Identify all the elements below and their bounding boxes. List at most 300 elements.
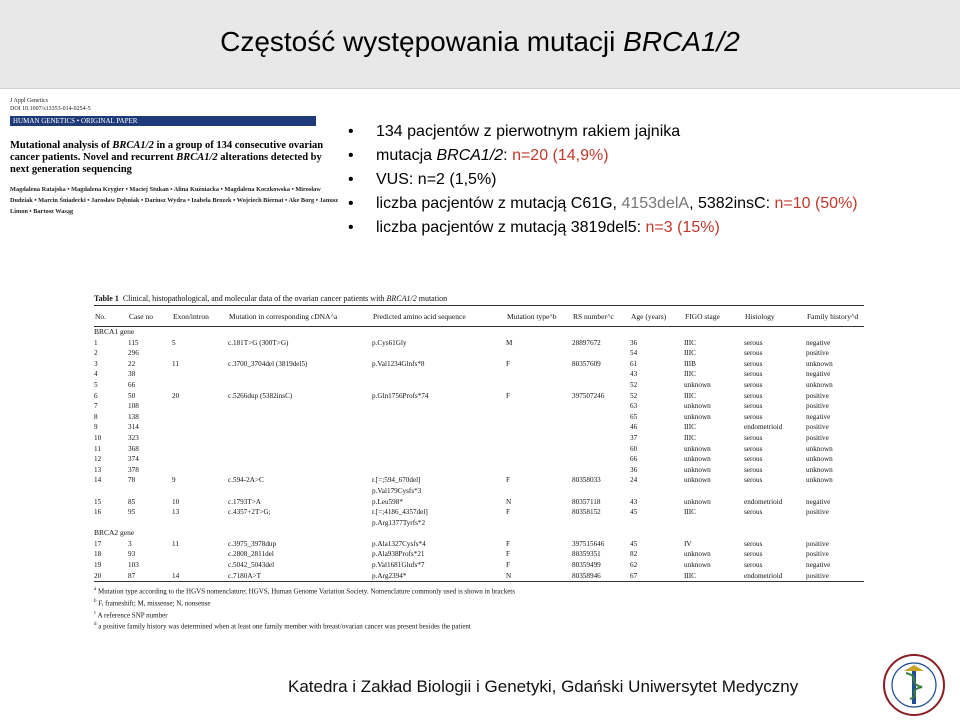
table-cell: unknown	[684, 402, 711, 411]
table-cell	[572, 412, 630, 423]
title-bar	[0, 0, 960, 89]
table-cell: 5	[94, 380, 98, 389]
paper-header	[10, 97, 340, 217]
table-cell: endometrioid	[744, 571, 806, 582]
table-cell	[506, 422, 572, 433]
table-cell	[228, 369, 372, 380]
table-column-header: Exon/intron	[172, 306, 228, 327]
table-cell: unknown	[684, 561, 711, 570]
table-cell: 103	[128, 561, 139, 570]
table-cell	[572, 465, 630, 476]
table-cell: positive	[806, 402, 829, 411]
table-cell: 66	[128, 380, 136, 389]
table-cell: unknown	[806, 380, 833, 389]
table-cell: c.7180A>T	[228, 571, 372, 582]
table-cell: 378	[128, 465, 139, 474]
table-cell: 8	[94, 412, 98, 421]
table-cell	[572, 486, 630, 497]
table-cell: 7	[94, 402, 98, 411]
table-cell: 5	[172, 338, 176, 347]
table-cell: 52	[630, 380, 638, 389]
bullet-item: • mutacja BRCA1/2: n=20 (14,9%)	[348, 144, 948, 168]
table-cell: 36	[630, 338, 638, 347]
table-cell: endometrioid	[744, 423, 783, 432]
table-cell: 37	[630, 433, 638, 442]
table-cell	[684, 486, 744, 497]
table-cell	[94, 518, 128, 529]
table-cell	[228, 380, 372, 391]
table-footnotes	[94, 585, 864, 632]
table-cell: 60	[630, 444, 638, 453]
table-cell	[172, 380, 228, 391]
table-cell: 14	[94, 476, 102, 485]
table-cell: serous	[744, 455, 763, 464]
table-cell: 15	[94, 497, 102, 506]
table-cell: 62	[630, 561, 638, 570]
table-cell: 45	[630, 539, 638, 548]
table-cell: serous	[744, 433, 763, 442]
table-cell: unknown	[806, 444, 833, 453]
table-cell: 13	[94, 465, 102, 474]
table-cell	[172, 560, 228, 571]
table-cell: r.[=;594_670del]	[372, 476, 421, 485]
mutation-table-block	[94, 293, 864, 632]
table-row	[94, 391, 864, 402]
table-cell: unknown	[684, 476, 711, 485]
table-cell	[372, 454, 506, 465]
table-cell: serous	[744, 359, 763, 368]
table-cell: unknown	[806, 359, 833, 368]
table-column-header: Case no	[128, 306, 172, 327]
mutation-table	[94, 305, 864, 582]
table-cell: 14	[172, 571, 228, 582]
table-cell: IV	[684, 539, 692, 548]
table-cell: serous	[744, 444, 763, 453]
table-cell: F	[506, 476, 510, 485]
table-cell: IIIC	[684, 370, 696, 379]
table-cell: 93	[128, 550, 136, 559]
table-cell	[128, 518, 172, 529]
table-cell: IIIC	[684, 508, 696, 517]
table-cell: serous	[744, 391, 763, 400]
table-cell: c.5042_5043del	[228, 561, 275, 570]
table-cell	[94, 486, 128, 497]
table-group-row	[94, 327, 864, 338]
table-cell: 10	[94, 433, 102, 442]
table-cell: p.Val179Cysfs*3	[372, 486, 422, 495]
table-cell	[172, 444, 228, 455]
table-cell	[128, 486, 172, 497]
table-cell: 397515646	[572, 539, 605, 548]
table-cell	[228, 444, 372, 455]
table-row	[94, 412, 864, 423]
table-cell: 80358152	[572, 508, 601, 517]
table-cell: 115	[128, 338, 139, 347]
table-cell: serous	[744, 370, 763, 379]
table-cell: positive	[806, 433, 829, 442]
table-cell: r.[=;4186_4357del]	[372, 508, 428, 517]
table-cell	[684, 518, 744, 529]
table-cell: 20	[172, 391, 180, 400]
table-cell	[172, 549, 228, 560]
table-cell: positive	[806, 508, 829, 517]
table-cell: 50	[128, 391, 136, 400]
table-cell	[744, 518, 806, 529]
table-cell	[172, 422, 228, 433]
table-cell: serous	[744, 349, 763, 358]
table-cell	[372, 401, 506, 412]
table-cell: 95	[128, 508, 136, 517]
table-cell: p.Ala938Profs*21	[372, 550, 425, 559]
table-cell	[172, 486, 228, 497]
table-cell: F	[506, 550, 510, 559]
table-cell: serous	[744, 561, 763, 570]
table-cell: IIIC	[684, 338, 696, 347]
table-cell: 3	[94, 359, 98, 368]
table-cell: 80359351	[572, 550, 601, 559]
table-cell	[228, 465, 372, 476]
table-cell: 17	[94, 539, 102, 548]
table-cell: 67	[630, 571, 684, 582]
table-cell: 63	[630, 402, 638, 411]
table-cell: positive	[806, 571, 864, 582]
table-cell: 314	[128, 423, 139, 432]
table-cell	[228, 422, 372, 433]
table-row	[94, 549, 864, 560]
table-cell: 16	[94, 508, 102, 517]
table-cell	[172, 433, 228, 444]
table-cell: serous	[744, 539, 763, 548]
table-cell: 78	[128, 476, 136, 485]
table-row	[94, 454, 864, 465]
table-cell: 323	[128, 433, 139, 442]
table-column-header: RS number^c	[572, 306, 630, 327]
bullet-item: • VUS: n=2 (1,5%)	[348, 168, 948, 192]
footnote	[94, 620, 864, 632]
table-cell: F	[506, 359, 510, 368]
footnote-text: a positive family history was determined when at least one family member with breast/ovarian cancer was present besides the patient	[98, 622, 471, 631]
table-cell	[228, 348, 372, 359]
table-row	[94, 539, 864, 550]
table-cell	[372, 380, 506, 391]
table-row	[94, 401, 864, 412]
table-cell: p.Leu598*	[372, 497, 403, 506]
table-cell: unknown	[684, 497, 711, 506]
table-cell: N	[506, 497, 512, 506]
footnote-marker: a	[94, 587, 97, 593]
bullet-list	[348, 120, 948, 240]
table-cell	[806, 486, 864, 497]
table-cell: 11	[172, 359, 179, 368]
table-column-header: Predicted amino acid sequence	[372, 306, 506, 327]
table-cell: negative	[806, 412, 831, 421]
table-cell: 43	[630, 497, 638, 506]
table-cell	[506, 369, 572, 380]
table-cell	[228, 486, 372, 497]
table-row	[94, 444, 864, 455]
table-cell: serous	[744, 412, 763, 421]
table-cell	[372, 369, 506, 380]
table-row	[94, 475, 864, 486]
table-row	[94, 518, 864, 529]
table-cell	[572, 444, 630, 455]
table-header-row	[94, 306, 864, 327]
table-cell: serous	[744, 476, 763, 485]
table-cell: unknown	[684, 550, 711, 559]
table-cell: p.Cys61Gly	[372, 338, 407, 347]
table-cell: N	[506, 571, 572, 582]
table-cell: p.Gln1756Profs*74	[372, 391, 429, 400]
table-cell	[228, 412, 372, 423]
table-cell	[172, 369, 228, 380]
gene-group-label: BRCA1 gene	[94, 327, 135, 336]
table-cell: 374	[128, 455, 139, 464]
table-cell: 4	[94, 370, 98, 379]
table-cell	[172, 348, 228, 359]
table-cell	[372, 412, 506, 423]
table-cell: 6	[94, 391, 98, 400]
table-cell: p.Arg1377Tyrfs*2	[372, 518, 426, 527]
table-cell	[572, 348, 630, 359]
table-cell	[630, 518, 684, 529]
table-cell: F	[506, 561, 510, 570]
table-cell: serous	[744, 550, 763, 559]
table-cell: positive	[806, 423, 829, 432]
table-row	[94, 348, 864, 359]
footnote-marker: b	[94, 598, 97, 604]
table-cell: 1	[94, 338, 98, 347]
footnote	[94, 585, 864, 597]
university-logo-icon	[880, 653, 948, 717]
table-cell: IIIC	[684, 349, 696, 358]
table-cell	[572, 433, 630, 444]
table-cell: 3	[128, 539, 132, 548]
footnote-text: A reference SNP number	[97, 610, 168, 619]
table-cell: 9	[94, 423, 98, 432]
table-body	[94, 327, 864, 582]
table-row	[94, 422, 864, 433]
table-group-row	[94, 528, 864, 539]
doi: DOI 10.1007/s13353-014-0254-5	[10, 106, 91, 112]
table-cell	[372, 433, 506, 444]
table-cell: 45	[630, 508, 638, 517]
table-cell	[172, 465, 228, 476]
table-cell	[572, 401, 630, 412]
table-column-header: No.	[94, 306, 128, 327]
table-column-header: Mutation type^b	[506, 306, 572, 327]
table-cell: IIIC	[684, 433, 696, 442]
table-cell: positive	[806, 349, 829, 358]
table-cell	[172, 518, 228, 529]
journal-name: J Appl Genetics	[10, 98, 48, 104]
table-cell: F	[506, 539, 510, 548]
table-cell	[228, 518, 372, 529]
table-cell: unknown	[684, 455, 711, 464]
table-cell	[506, 380, 572, 391]
table-row	[94, 338, 864, 349]
table-cell	[506, 412, 572, 423]
table-cell	[572, 422, 630, 433]
table-cell: 65	[630, 412, 638, 421]
table-cell: IIIB	[684, 359, 696, 368]
table-cell: 28897672	[572, 338, 601, 347]
table-cell: 54	[630, 349, 638, 358]
table-cell: unknown	[806, 465, 833, 474]
table-column-header: Family history^d	[806, 306, 864, 327]
table-cell: p.Ala1327Cysfs*4	[372, 539, 426, 548]
table-cell	[572, 380, 630, 391]
footnote	[94, 609, 864, 621]
table-cell	[228, 454, 372, 465]
table-cell: endometrioid	[744, 497, 783, 506]
table-cell: 22	[128, 359, 136, 368]
table-cell	[506, 348, 572, 359]
table-cell	[806, 518, 864, 529]
table-cell: 397507246	[572, 391, 605, 400]
table-cell	[172, 454, 228, 465]
table-cell: 46	[630, 423, 638, 432]
table-cell: p.Arg2394*	[372, 571, 506, 582]
table-cell: 52	[630, 391, 638, 400]
table-cell: negative	[806, 370, 831, 379]
table-cell	[506, 401, 572, 412]
table-cell: negative	[806, 497, 831, 506]
slide-title: Częstość występowania mutacji BRCA1/2	[220, 26, 740, 57]
table-cell: 24	[630, 476, 638, 485]
table-caption: Table 1 Clinical, histopathological, and molecular data of the ovarian cancer patients with BRCA1/2 mutation	[94, 294, 448, 303]
footnote	[94, 597, 864, 609]
table-cell	[572, 454, 630, 465]
table-cell: serous	[744, 338, 763, 347]
section-bar: HUMAN GENETICS • ORIGINAL PAPER	[10, 116, 316, 126]
table-cell: F	[506, 508, 510, 517]
table-cell	[228, 401, 372, 412]
table-row	[94, 507, 864, 518]
table-cell: 13	[172, 508, 180, 517]
table-cell	[172, 412, 228, 423]
paper-title: Mutational analysis of BRCA1/2 in a group of 134 consecutive ovarian cancer patients. Novel and recurrent BRCA1/2 alterations detected by next generation sequencing	[10, 140, 324, 175]
table-cell: 11	[172, 539, 179, 548]
table-row	[94, 359, 864, 370]
table-cell: 36	[630, 465, 638, 474]
table-cell	[744, 486, 806, 497]
table-cell: unknown	[806, 476, 833, 485]
table-cell: c.594-2A>C	[228, 476, 264, 485]
table-row	[94, 369, 864, 380]
table-cell: 80357609	[572, 359, 601, 368]
table-row	[94, 465, 864, 476]
table-cell: 82	[630, 550, 638, 559]
table-column-header: Mutation in corresponding cDNA^a	[228, 306, 372, 327]
table-cell: 80357118	[572, 497, 601, 506]
table-row	[94, 486, 864, 497]
table-cell: 43	[630, 370, 638, 379]
footnote-marker: c	[94, 610, 97, 616]
table-cell: 38	[128, 370, 136, 379]
table-cell: IIIC	[684, 571, 744, 582]
table-cell: 2	[94, 349, 98, 358]
table-cell: unknown	[684, 412, 711, 421]
table-cell: positive	[806, 550, 829, 559]
bullet-item: • liczba pacjentów z mutacją C61G, 4153delA, 5382insC: n=10 (50%)	[348, 192, 948, 216]
table-cell: M	[506, 338, 513, 347]
table-cell: 80358946	[572, 571, 630, 582]
table-cell	[506, 518, 572, 529]
table-cell: 85	[128, 497, 136, 506]
table-cell: c.1793T>A	[228, 497, 261, 506]
table-cell: 138	[128, 412, 139, 421]
table-cell: 9	[172, 476, 176, 485]
table-column-header: FIGO stage	[684, 306, 744, 327]
table-cell: unknown	[684, 444, 711, 453]
footnote-text: Mutation type according to the HGVS nomenclature; HGVS, Human Genome Variation Society. Nomenclature commonly used is shown in brackets	[97, 587, 515, 596]
table-row	[94, 433, 864, 444]
table-cell: unknown	[806, 455, 833, 464]
bullet-item: • 134 pacjentów z pierwotnym rakiem jajnika	[348, 120, 948, 144]
table-cell: c.2808_2811del	[228, 550, 274, 559]
table-cell: 10	[172, 497, 180, 506]
table-cell: 296	[128, 349, 139, 358]
table-cell: IIIC	[684, 423, 696, 432]
footnote-marker: d	[94, 622, 97, 628]
bullet-item: • liczba pacjentów z mutacją 3819del5: n=3 (15%)	[348, 216, 948, 240]
table-cell: unknown	[684, 465, 711, 474]
table-cell	[572, 369, 630, 380]
table-cell: serous	[744, 508, 763, 517]
table-cell: positive	[806, 539, 829, 548]
table-cell	[506, 465, 572, 476]
table-cell	[506, 486, 572, 497]
table-cell: 18	[94, 550, 102, 559]
table-cell: serous	[744, 402, 763, 411]
table-cell: positive	[806, 391, 829, 400]
table-cell: p.Val1234Glnfs*8	[372, 359, 425, 368]
table-row	[94, 497, 864, 508]
table-cell: negative	[806, 561, 831, 570]
table-cell: 12	[94, 455, 102, 464]
table-row	[94, 380, 864, 391]
table-cell	[506, 454, 572, 465]
table-cell	[372, 465, 506, 476]
table-cell	[506, 444, 572, 455]
table-cell	[172, 401, 228, 412]
table-cell: c.3700_3704del (3819del5)	[228, 359, 308, 368]
table-cell	[630, 486, 684, 497]
table-cell	[372, 422, 506, 433]
table-cell: 61	[630, 359, 638, 368]
table-cell: c.181T>G (300T>G)	[228, 338, 289, 347]
table-cell	[372, 348, 506, 359]
table-cell	[572, 518, 630, 529]
table-cell: serous	[744, 380, 763, 389]
table-cell: 368	[128, 444, 139, 453]
table-cell	[506, 433, 572, 444]
table-cell: c.3975_3978dup	[228, 539, 277, 548]
table-cell: 80359499	[572, 561, 601, 570]
table-cell: p.Val1681Glufs*7	[372, 561, 425, 570]
table-cell	[228, 433, 372, 444]
table-cell: 87	[128, 571, 172, 582]
table-cell: unknown	[684, 380, 711, 389]
table-column-header: Age (years)	[630, 306, 684, 327]
table-row	[94, 571, 864, 582]
table-cell: c.5266dup (5382insC)	[228, 391, 293, 400]
footer-text: Katedra i Zakład Biologii i Genetyki, Gdański Uniwersytet Medyczny	[288, 677, 799, 696]
footnote-text: F, frameshift; M, missense; N, nonsense	[98, 599, 211, 608]
table-cell: c.4357+2T>G;	[228, 508, 271, 517]
table-cell: 66	[630, 455, 638, 464]
table-cell: 11	[94, 444, 101, 453]
